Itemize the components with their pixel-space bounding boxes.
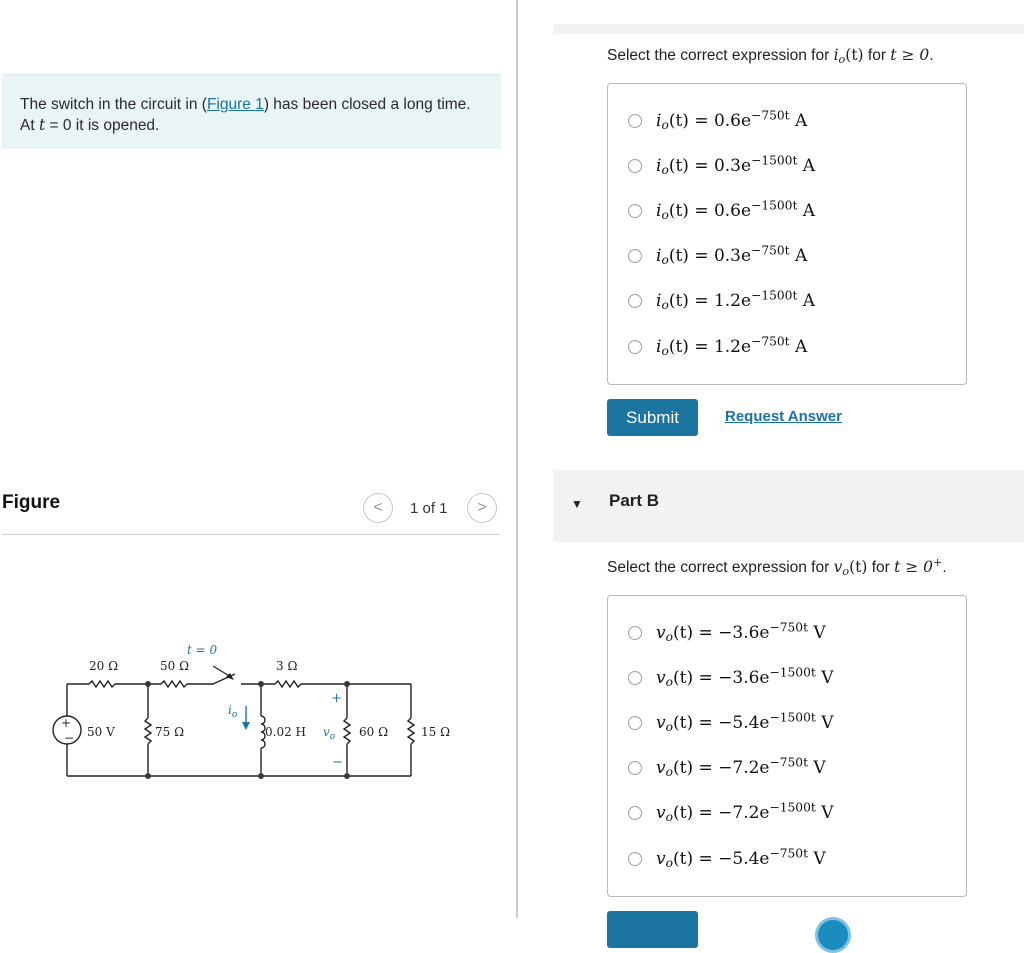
label-15-ohm: 15 Ω [421, 725, 451, 739]
label-20-ohm: 20 Ω [89, 659, 119, 673]
figure-counter: 1 of 1 [410, 500, 448, 517]
label-75-ohm: 75 Ω [155, 725, 185, 739]
label-50-ohm: 50 Ω [160, 659, 190, 673]
io-label: $i_o$ [228, 703, 238, 720]
part-a-prompt: Select the correct expression for $i_o(t)$ for t ≥ 0. [607, 46, 934, 66]
vo-minus: − [332, 755, 343, 770]
radio-button[interactable] [628, 716, 642, 730]
problem-t-var: t [38, 116, 46, 134]
pane-divider [516, 0, 518, 918]
source-plus: + [61, 716, 72, 730]
part-b-choices [607, 595, 967, 897]
resistor-3-ohm [275, 681, 301, 687]
radio-button[interactable] [628, 114, 642, 128]
source-minus: − [64, 731, 75, 745]
part-a-header-band [553, 24, 1024, 34]
request-answer-link[interactable]: Request Answer [725, 408, 842, 425]
figure-divider [2, 534, 500, 535]
radio-button[interactable] [628, 204, 642, 218]
resistor-20-ohm [89, 681, 115, 687]
label-3-ohm: 3 Ω [276, 659, 298, 673]
resistor-50-ohm [161, 681, 187, 687]
part-b-title[interactable]: Part B [609, 491, 660, 510]
caret-down-icon[interactable]: ▼ [571, 497, 583, 511]
choice-b-4[interactable]: $v_o(t) = -7.2e^{-750t}$ V [628, 755, 826, 781]
next-figure-button[interactable] [467, 493, 497, 523]
part-b-prompt: Select the correct expression for $v_o(t)$ for t ≥ 0+. [607, 555, 947, 578]
prev-figure-button[interactable] [363, 493, 393, 523]
help-icon[interactable] [815, 917, 851, 953]
submit-button[interactable]: Submit [607, 399, 698, 436]
figure-link[interactable]: Figure 1 [206, 96, 264, 113]
choice-b-6[interactable]: $v_o(t) = -5.4e^{-750t}$ V [628, 846, 826, 872]
resistor-75-ohm [145, 718, 151, 744]
choice-b-3[interactable]: $v_o(t) = -5.4e^{-1500t}$ V [628, 710, 833, 736]
choice-a-2[interactable]: $i_o(t) = 0.3e^{-1500t}$ A [628, 153, 815, 179]
radio-button[interactable] [628, 159, 642, 173]
choice-a-3[interactable]: $i_o(t) = 0.6e^{-1500t}$ A [628, 198, 815, 224]
label-source: 50 V [87, 725, 115, 739]
choice-b-2[interactable]: $v_o(t) = -3.6e^{-1500t}$ V [628, 665, 833, 691]
part-a-choices [607, 83, 967, 385]
radio-button[interactable] [628, 761, 642, 775]
vo-label: $v_o$ [323, 725, 336, 742]
problem-text-1: The switch in the circuit in ( [20, 96, 207, 113]
switch-label: t = 0 [187, 643, 218, 657]
choice-a-6[interactable]: $i_o(t) = 1.2e^{-750t}$ A [628, 334, 807, 360]
chevron-right-icon: > [477, 499, 487, 516]
problem-text-2: ) has been closed a long time. At [20, 96, 471, 134]
radio-button[interactable] [628, 294, 642, 308]
problem-text-3: = 0 it is opened. [45, 117, 160, 134]
label-60-ohm: 60 Ω [359, 725, 389, 739]
choice-a-1[interactable]: $i_o(t) = 0.6e^{-750t}$ A [628, 108, 807, 134]
radio-button[interactable] [628, 671, 642, 685]
chevron-left-icon: < [373, 499, 383, 516]
circuit-diagram [35, 640, 455, 790]
vo-plus: + [331, 691, 342, 706]
radio-button[interactable] [628, 626, 642, 640]
resistor-15-ohm [408, 718, 414, 744]
radio-button[interactable] [628, 340, 642, 354]
choice-a-4[interactable]: $i_o(t) = 0.3e^{-750t}$ A [628, 243, 807, 269]
resistor-60-ohm [344, 718, 350, 744]
choice-a-5[interactable]: $i_o(t) = 1.2e^{-1500t}$ A [628, 288, 815, 314]
problem-statement [2, 74, 501, 149]
radio-button[interactable] [628, 249, 642, 263]
part-b-submit-button[interactable] [607, 911, 698, 948]
figure-title: Figure [2, 492, 61, 513]
label-inductor: 0.02 H [265, 725, 306, 739]
radio-button[interactable] [628, 806, 642, 820]
choice-b-1[interactable]: $v_o(t) = -3.6e^{-750t}$ V [628, 620, 826, 646]
choice-b-5[interactable]: $v_o(t) = -7.2e^{-1500t}$ V [628, 800, 833, 826]
radio-button[interactable] [628, 852, 642, 866]
